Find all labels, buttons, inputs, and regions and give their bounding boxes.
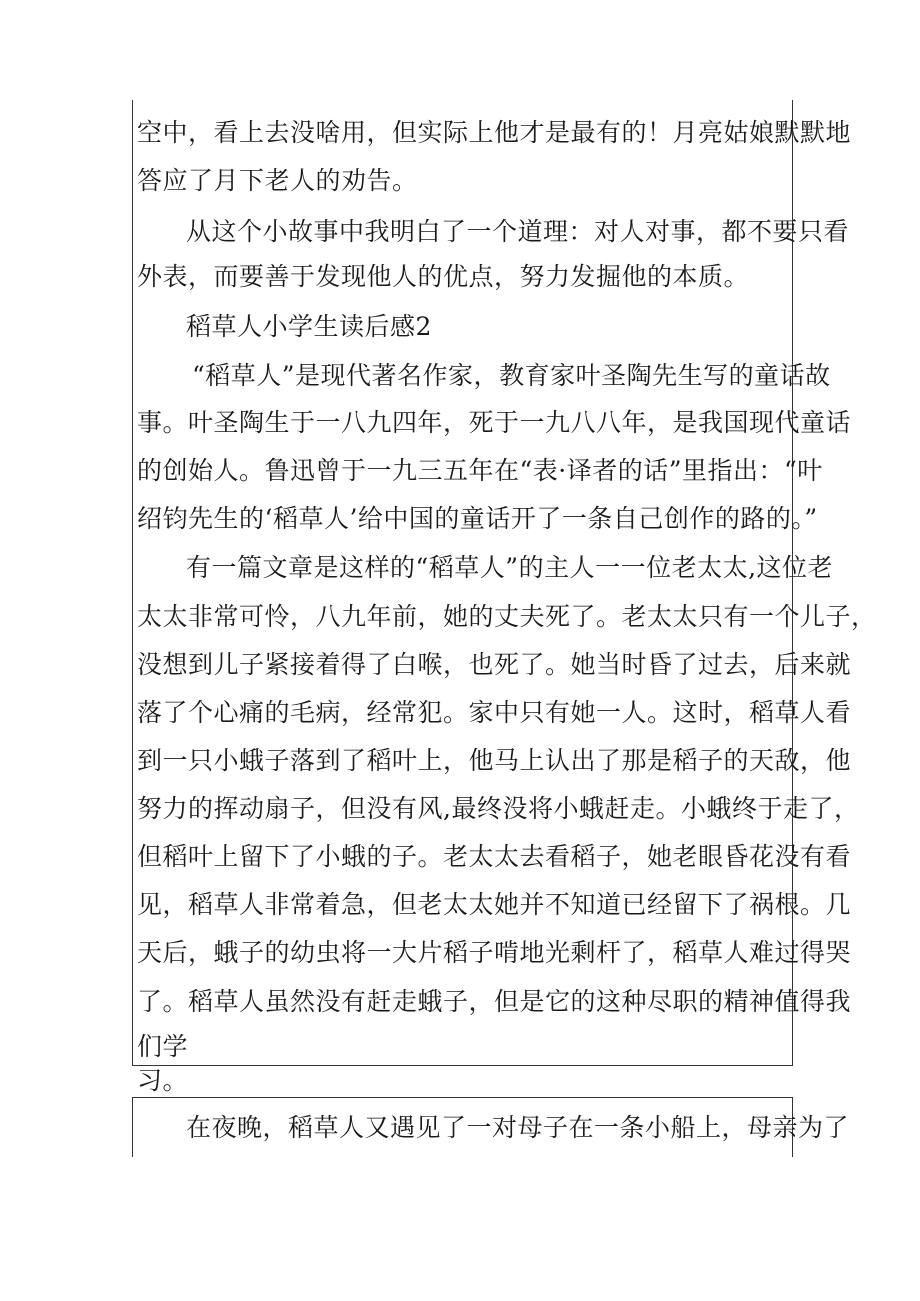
text-line: 事。叶圣陶生于一八九四年，死于一九八八年，是我国现代童话: [137, 408, 852, 437]
text-line: 努力的挥动扇子，但没有风,最终没将小蛾赶走。小蛾终于走了，: [137, 794, 860, 823]
paragraph-start: “稻草人”是现代著名作家，教育家叶圣陶先生写的童话故: [192, 361, 831, 390]
section-heading: 稻草人小学生读后感2: [186, 312, 432, 341]
text-line-spillover: 习。: [137, 1066, 189, 1095]
text-line: 到一只小蛾子落到了稻叶上，他马上认出了那是稻子的天敌，他: [137, 746, 852, 775]
text-line: 天后，蛾子的幼虫将一大片稻子啃地光剩杆了，稻草人难过得哭: [137, 938, 852, 967]
paragraph-start: 从这个小故事中我明白了一个道理：对人对事，都不要只看: [186, 217, 850, 246]
text-line: 空中，看上去没啥用，但实际上他才是最有的！月亮姑娘默默地: [137, 118, 852, 147]
text-line: 见，稻草人非常着急，但老太太她并不知道已经留下了祸根。几: [137, 890, 852, 919]
text-line: 太太非常可怜，八九年前，她的丈夫死了。老太太只有一个儿子，: [137, 602, 877, 631]
text-line: 们学: [137, 1032, 189, 1061]
text-line: 但稻叶上留下了小蛾的子。老太太去看稻子，她老眼昏花没有看: [137, 842, 852, 871]
text-line: 答应了月下老人的劝告。: [137, 166, 418, 195]
paragraph-start: 在夜晚，稻草人又遇见了一对母子在一条小船上，母亲为了: [186, 1113, 850, 1142]
text-line: 的创始人。鲁迅曾于一九三五年在“表·译者的话”里指出：“叶: [137, 456, 823, 485]
text-line: 落了个心痛的毛病，经常犯。家中只有她一人。这时，稻草人看: [137, 698, 852, 727]
paragraph-start: 有一篇文章是这样的“稻草人”的主人一一位老太太,这位老: [186, 553, 834, 582]
text-line: 外表，而要善于发现他人的优点，努力发掘他的本质。: [137, 262, 750, 291]
text-line: 了。稻草人虽然没有赶走蛾子，但是它的这种尽职的精神值得我: [137, 987, 852, 1016]
text-line: 绍钧先生的‘稻草人’给中国的童话开了一条自己创作的路的。”: [137, 504, 818, 533]
text-line: 没想到儿子紧接着得了白喉，也死了。她当时昏了过去，后来就: [137, 650, 852, 679]
